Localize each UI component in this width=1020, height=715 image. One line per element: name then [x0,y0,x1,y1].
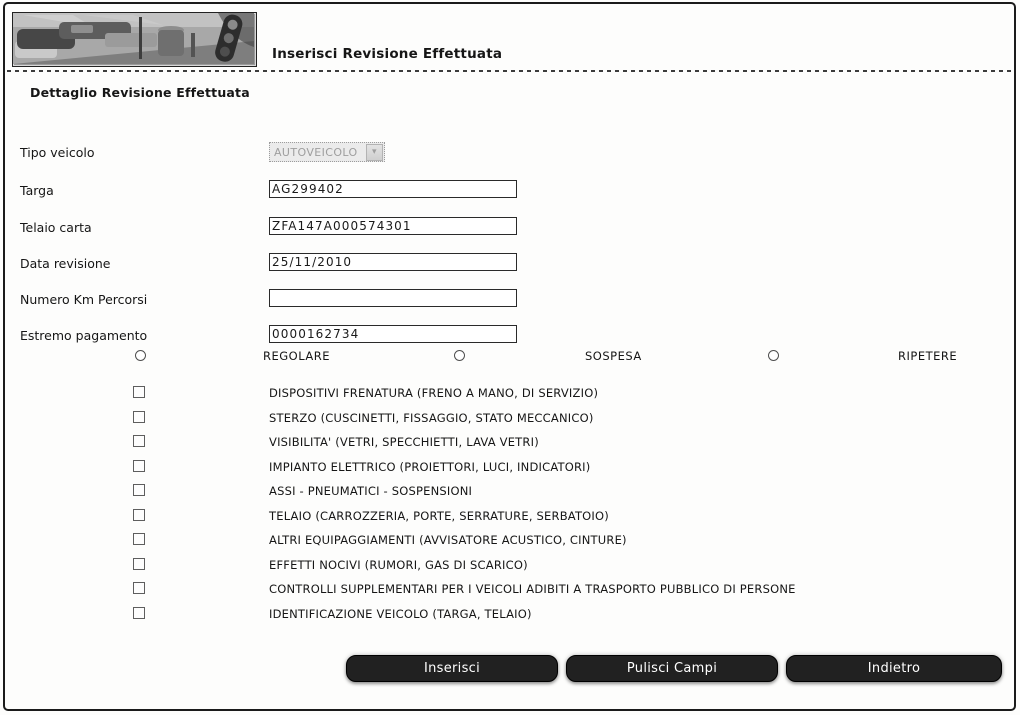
checkbox-label: CONTROLLI SUPPLEMENTARI PER I VEICOLI ADIBITI A TRASPORTO PUBBLICO DI PERSONE [269,582,796,596]
field-label-tipo-veicolo: Tipo veicolo [20,145,95,160]
checkbox-label: IDENTIFICAZIONE VEICOLO (TARGA, TELAIO) [269,607,532,621]
checkbox-altri-equipaggiamenti[interactable] [133,533,145,545]
checkbox-label: IMPIANTO ELETTRICO (PROIETTORI, LUCI, INDICATORI) [269,460,591,474]
chevron-down-icon: ▾ [366,144,383,161]
checkbox-visibilita[interactable] [133,435,145,447]
radio-sospesa[interactable] [454,350,465,361]
data-revisione-input[interactable] [269,253,517,271]
checkbox-effetti-nocivi[interactable] [133,558,145,570]
checkbox-label: TELAIO (CARROZZERIA, PORTE, SERRATURE, SERBATOIO) [269,509,609,523]
page-title: Inserisci Revisione Effettuata [272,46,503,62]
estremo-pagamento-input[interactable] [269,325,517,343]
radio-label-sospesa: SOSPESA [585,349,642,363]
radio-regolare[interactable] [135,350,146,361]
checkbox-label: DISPOSITIVI FRENATURA (FRENO A MANO, DI SERVIZIO) [269,386,599,400]
dashed-divider [7,70,1013,72]
checkbox-impianto-elettrico[interactable] [133,460,145,472]
inserisci-button[interactable]: Inserisci [346,655,558,682]
radio-label-ripetere: RIPETERE [898,349,958,363]
checkbox-identificazione-veicolo[interactable] [133,607,145,619]
checkbox-label: VISIBILITA' (VETRI, SPECCHIETTI, LAVA VETRI) [269,435,539,449]
street-scene-image [13,13,254,64]
checkbox-controlli-supplementari[interactable] [133,582,145,594]
indietro-button[interactable]: Indietro [786,655,1002,682]
header-photo [12,12,257,67]
field-label-numero-km: Numero Km Percorsi [20,292,148,307]
field-label-telaio-carta: Telaio carta [20,220,92,235]
checkbox-dispositivi-frenatura[interactable] [133,386,145,398]
tipo-veicolo-selected-value: AUTOVEICOLO [274,145,358,159]
field-label-estremo-pagamento: Estremo pagamento [20,328,148,343]
targa-input[interactable] [269,180,517,198]
checkbox-label: ASSI - PNEUMATICI - SOSPENSIONI [269,484,473,498]
checkbox-assi-pneumatici[interactable] [133,484,145,496]
field-label-targa: Targa [20,183,54,198]
numero-km-percorsi-input[interactable] [269,289,517,307]
checkbox-label: ALTRI EQUIPAGGIAMENTI (AVVISATORE ACUSTICO, CINTURE) [269,533,627,547]
page-border [3,2,1016,711]
checkbox-label: STERZO (CUSCINETTI, FISSAGGIO, STATO MECCANICO) [269,411,594,425]
telaio-carta-input[interactable] [269,217,517,235]
checkbox-sterzo[interactable] [133,411,145,423]
section-title: Dettaglio Revisione Effettuata [30,85,250,100]
tipo-veicolo-select[interactable] [269,142,385,162]
radio-ripetere[interactable] [768,350,779,361]
checkbox-label: EFFETTI NOCIVI (RUMORI, GAS DI SCARICO) [269,558,528,572]
checkbox-telaio[interactable] [133,509,145,521]
field-label-data-revisione: Data revisione [20,256,111,271]
pulisci-campi-button[interactable]: Pulisci Campi [566,655,778,682]
radio-label-regolare: REGOLARE [263,349,331,363]
